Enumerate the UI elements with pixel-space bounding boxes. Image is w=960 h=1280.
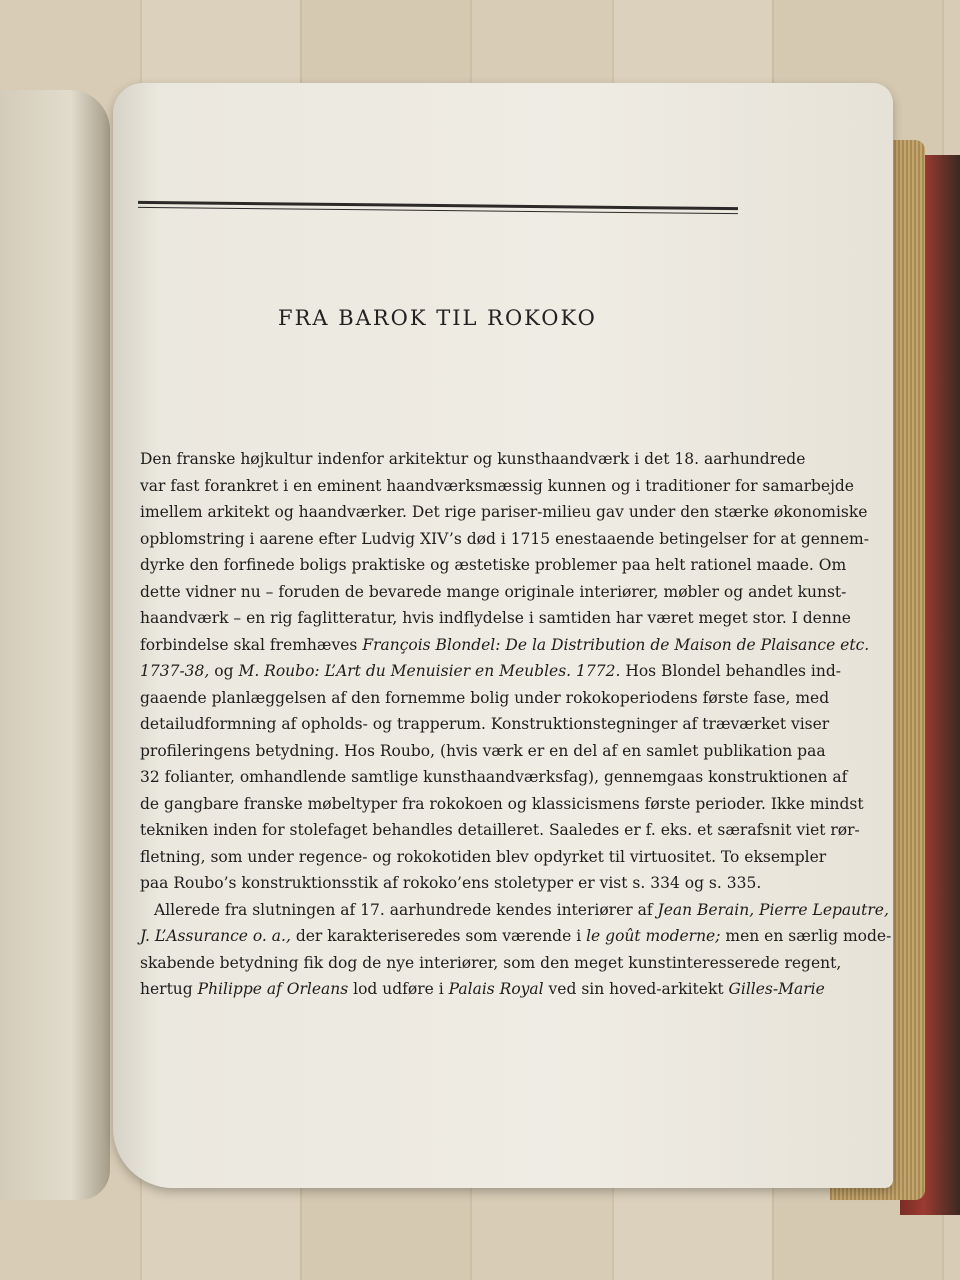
- text-segment: paa Roubo’s konstruktionsstik af rokoko’ens stoletyper er vist s. 334 og s. 335.: [140, 874, 762, 892]
- text-line: [140, 741, 826, 760]
- text-line: [140, 609, 851, 627]
- text-segment: var fast forankret i en eminent haandværksmæssig kunnen og i traditioner for samarbejde: [140, 476, 854, 495]
- text-line: [140, 715, 830, 733]
- text-segment: ved sin hoved-arkitekt: [543, 980, 729, 998]
- text-segment: 32 folianter, omhandlende samtlige kunsthaandværksfag), gennemgaas konstruktionen af: [140, 768, 848, 786]
- text-segment: haandværk – en rig faglitteratur, hvis indflydelse i samtiden har været meget stor. I denne: [140, 609, 851, 627]
- italic-text: Jean Berain, Pierre Lepautre,: [657, 900, 889, 919]
- text-line: [140, 635, 870, 654]
- italic-text: 1737-38,: [140, 662, 210, 680]
- text-line: [140, 927, 892, 945]
- italic-text: le goût moderne;: [586, 927, 721, 945]
- text-segment: lod udføre i: [348, 980, 449, 998]
- text-line: [140, 900, 889, 919]
- text-line: [140, 529, 869, 548]
- italic-text: Gilles-Marie: [728, 980, 825, 998]
- text-line: [140, 953, 842, 972]
- text-segment: dette vidner nu – foruden de bevarede mange originale interiører, møbler og andet kunst-: [140, 582, 847, 601]
- text-line: [140, 821, 860, 839]
- text-segment: detailudformning af opholds- og trapperum. Konstruktionstegninger af træværket viser: [140, 715, 830, 733]
- text-segment: de gangbare franske møbeltyper fra rokokoen og klassicismens første perioder. Ikke mindst: [140, 794, 864, 813]
- italic-text: Palais Royal: [448, 980, 544, 998]
- text-segment: skabende betydning fik dog de nye interiører, som den meget kunstinteresserede regent,: [140, 953, 842, 972]
- text-line: [140, 582, 847, 601]
- italic-text: Philippe af Orleans: [197, 980, 349, 998]
- text-line: [140, 768, 848, 786]
- italic-text: J. L’Assurance o. a.,: [140, 927, 291, 945]
- text-segment: og: [209, 662, 239, 680]
- text-line: [140, 476, 854, 495]
- text-line: [140, 847, 827, 866]
- text-segment: Allerede fra slutningen af 17. aarhundrede kendes interiører af: [154, 900, 658, 919]
- italic-text: François Blondel: De la Distribution de Maison de Plaisance etc.: [362, 635, 870, 654]
- text-segment: hertug: [140, 980, 198, 998]
- text-segment: profileringens betydning. Hos Roubo, (hvis værk er en del af en samlet publikation paa: [140, 741, 826, 760]
- left-page: [0, 90, 110, 1200]
- text-line: [140, 450, 806, 468]
- text-segment: imellem arkitekt og haandværker. Det rige pariser-milieu gav under den stærke økonomiske: [140, 503, 868, 521]
- text-segment: dyrke den forfinede boligs praktiske og æstetiske problemer paa helt rationel maade. Om: [140, 556, 847, 574]
- text-segment: Den franske højkultur indenfor arkitektur og kunsthaandværk i det 18. aarhundrede: [140, 450, 806, 468]
- text-segment: tekniken inden for stolefaget behandles detailleret. Saaledes er f. eks. et særafsnit viet rør-: [140, 821, 860, 839]
- text-segment: opblomstring i aarene efter Ludvig XIV’s død i 1715 enestaaende betingelser for at gennem-: [140, 529, 869, 548]
- text-line: [140, 662, 842, 680]
- italic-text: M. Roubo: L’Art du Menuisier en Meubles. 1772.: [238, 662, 621, 680]
- text-line: [140, 794, 864, 813]
- text-line: [140, 503, 868, 521]
- text-line: [140, 874, 760, 892]
- text-segment: Hos Blondel behandles ind-: [620, 662, 842, 680]
- text-segment: der karakteriseredes som værende i: [290, 927, 587, 945]
- text-line: [140, 980, 825, 998]
- text-segment: gaaende planlæggelsen af den fornemme bolig under rokokoperiodens første fase, med: [140, 688, 830, 707]
- text-segment: fletning, som under regence- og rokokotiden blev opdyrket til virtuositet. To eksempler: [140, 847, 827, 866]
- text-segment: men en særlig mode-: [720, 927, 892, 945]
- text-line: [140, 556, 847, 574]
- chapter-title: FRA BAROK TIL ROKOKO: [278, 306, 597, 330]
- text-segment: forbindelse skal fremhæves: [140, 635, 363, 654]
- text-line: [140, 688, 830, 707]
